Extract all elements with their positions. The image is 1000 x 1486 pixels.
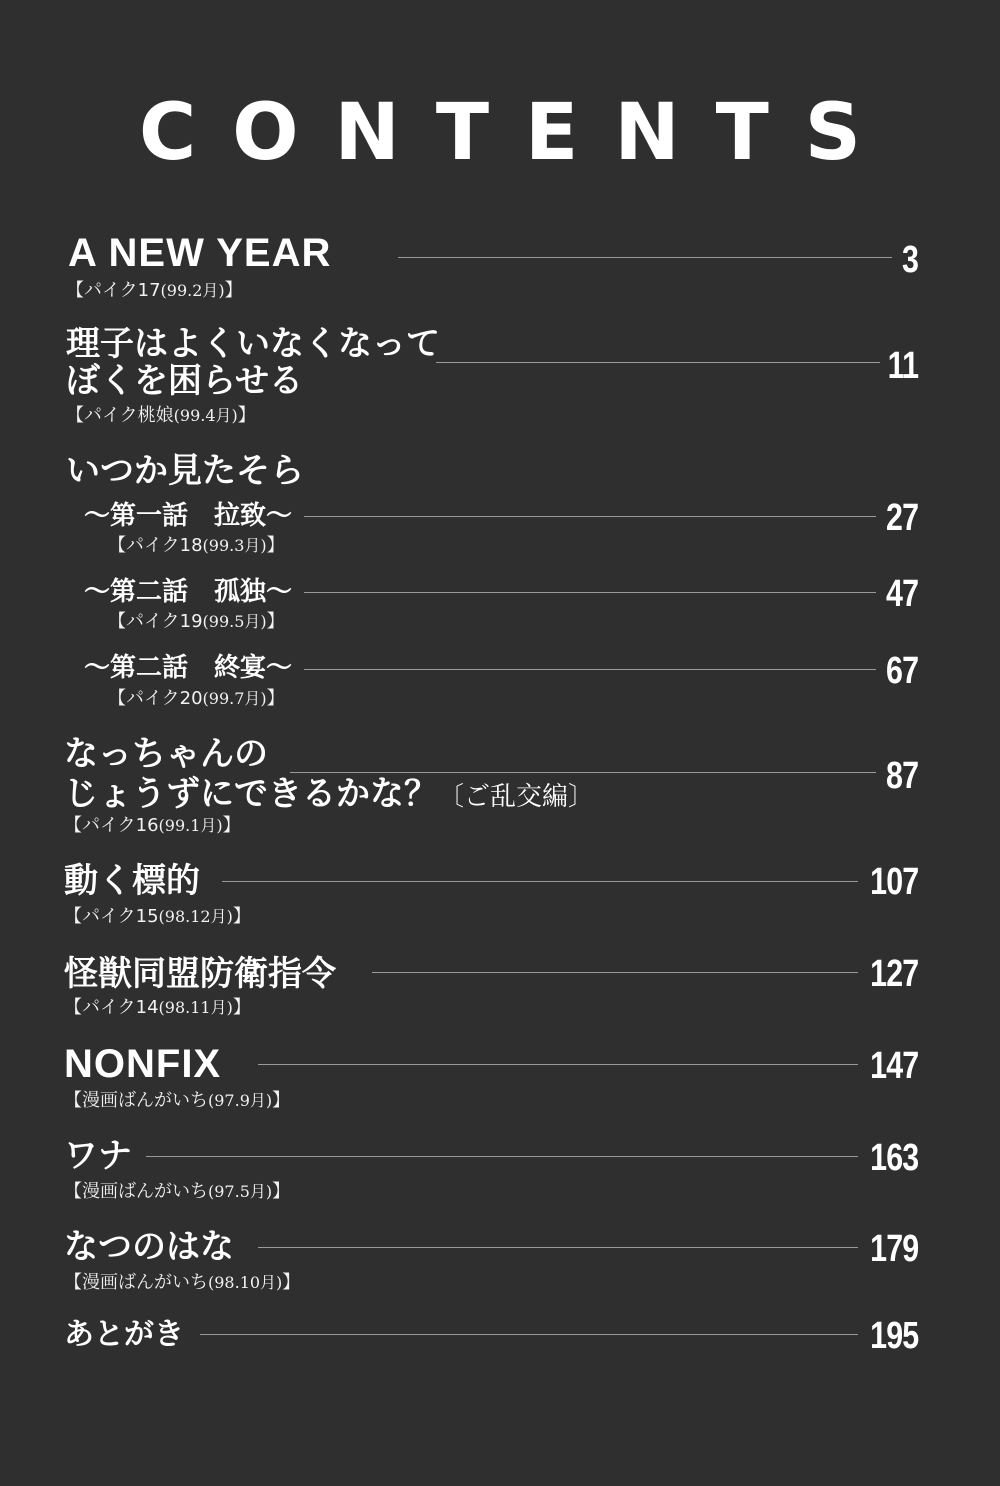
entry-page-number: 47 — [885, 573, 918, 615]
entry-title-line1: なっちゃんの — [64, 734, 268, 774]
leader-line — [222, 881, 858, 882]
series-title: いつか見たそら — [66, 451, 304, 491]
contents-heading: CONTENTS — [139, 88, 897, 178]
entry-page-number: 127 — [869, 953, 918, 995]
entry-source: 【パイク16(99.1月)】 — [64, 815, 241, 836]
entry-title: 怪獣同盟防衛指令 — [64, 954, 336, 994]
entry-source: 【漫画ばんがいち(97.9月)】 — [64, 1090, 291, 1111]
entry-source: 【パイク14(98.11月)】 — [64, 997, 251, 1018]
entry-page-number: 3 — [901, 239, 918, 281]
entry-page-number: 87 — [885, 755, 918, 797]
entry-title-line2: ぼくを困らせる — [66, 361, 303, 401]
entry-title-line2: じょうずにできるかな？〔ご乱交編〕 — [64, 774, 595, 814]
leader-line — [304, 592, 876, 593]
entry-page-number: 107 — [869, 861, 918, 903]
entry-title-nonfix: NONFIX — [64, 1042, 222, 1086]
entry-source: 【パイク17(99.2月)】 — [66, 280, 243, 301]
entry-page-number: 195 — [869, 1315, 918, 1357]
entry-page-number: 147 — [869, 1045, 918, 1087]
entry-title: 動く標的 — [64, 861, 200, 901]
entry-title-afterword: あとがき — [64, 1317, 184, 1352]
leader-line — [398, 257, 892, 258]
leader-line — [436, 362, 880, 363]
leader-line — [146, 1156, 858, 1157]
entry-title-a-new-year: A NEW YEAR — [68, 231, 332, 275]
entry-source: 【漫画ばんがいち(98.10月)】 — [64, 1272, 301, 1293]
leader-line — [200, 1334, 858, 1335]
entry-source: 【パイク18(99.3月)】 — [108, 535, 285, 556]
entry-title-line1: 理子はよくいなくなって — [66, 324, 440, 364]
episode-title: 〜第一話 拉致〜 — [84, 501, 293, 531]
leader-line — [258, 1247, 858, 1248]
leader-line — [304, 669, 876, 670]
leader-line — [258, 1064, 858, 1065]
episode-title: 〜第二話 終宴〜 — [84, 653, 293, 683]
entry-source: 【パイク15(98.12月)】 — [64, 906, 251, 927]
entry-title: ワナ — [64, 1136, 132, 1176]
leader-line — [372, 972, 858, 973]
entry-page-number: 11 — [887, 345, 918, 387]
entry-page-number: 27 — [885, 497, 918, 539]
entry-source: 【パイク桃娘(99.4月)】 — [66, 405, 256, 426]
episode-title: 〜第二話 孤独〜 — [84, 577, 293, 607]
entry-source: 【漫画ばんがいち(97.5月)】 — [64, 1181, 291, 1202]
entry-source: 【パイク20(99.7月)】 — [108, 688, 285, 709]
leader-line — [290, 772, 876, 773]
entry-page-number: 67 — [885, 650, 918, 692]
entry-source: 【パイク19(99.5月)】 — [108, 611, 285, 632]
leader-line — [304, 516, 876, 517]
entry-page-number: 163 — [869, 1137, 918, 1179]
entry-title: なつのはな — [64, 1227, 234, 1267]
entry-page-number: 179 — [869, 1228, 918, 1270]
